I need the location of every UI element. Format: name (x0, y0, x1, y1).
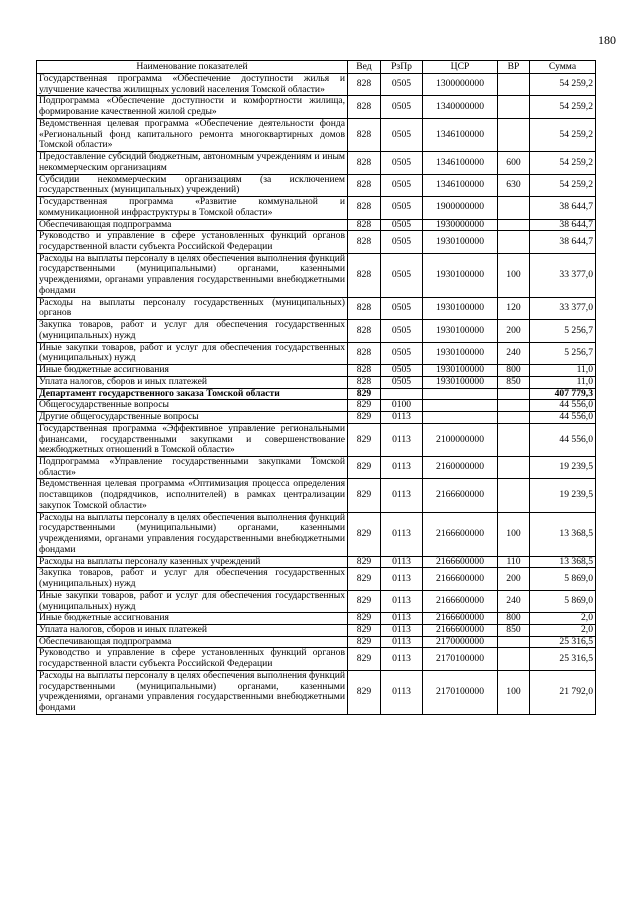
row-csr: 1930100000 (423, 342, 498, 364)
row-rzpr: 0113 (381, 648, 423, 670)
row-csr: 1930100000 (423, 253, 498, 297)
row-name: Другие общегосударственные вопросы (37, 412, 348, 424)
row-rzpr: 0505 (381, 320, 423, 342)
row-sum: 44 556,0 (530, 400, 596, 412)
table-body (37, 74, 596, 715)
row-csr: 2166600000 (423, 624, 498, 636)
row-rzpr: 0505 (381, 174, 423, 196)
row-ved: 828 (348, 74, 381, 96)
row-ved: 829 (348, 388, 381, 400)
header-ved: Вед (348, 61, 381, 74)
row-vr (498, 479, 530, 512)
row-name: Расходы на выплаты персоналу в целях обеспечения выполнения функций государственными (муниципальными) органами, казенными учреждениями, органами управления государственными внебюджетными фондами (37, 670, 348, 714)
row-sum: 19 239,5 (530, 456, 596, 478)
table-row (37, 423, 596, 456)
row-name: Расходы на выплаты персоналу казенных учреждений (37, 556, 348, 568)
row-sum: 54 259,2 (530, 118, 596, 151)
row-ved: 829 (348, 636, 381, 648)
table-row (37, 365, 596, 377)
row-name: Иные бюджетные ассигнования (37, 613, 348, 625)
row-rzpr: 0113 (381, 590, 423, 612)
row-rzpr: 0113 (381, 556, 423, 568)
table-row (37, 648, 596, 670)
row-sum: 19 239,5 (530, 479, 596, 512)
row-name: Предоставление субсидий бюджетным, автономным учреждениям и иным некоммерческим организациям (37, 152, 348, 174)
row-csr: 1930000000 (423, 219, 498, 231)
table-row (37, 219, 596, 231)
row-csr: 1930100000 (423, 297, 498, 319)
row-vr: 630 (498, 174, 530, 196)
row-sum: 21 792,0 (530, 670, 596, 714)
row-vr: 240 (498, 590, 530, 612)
row-csr (423, 388, 498, 400)
row-name: Обеспечивающая подпрограмма (37, 219, 348, 231)
table-row (37, 376, 596, 388)
row-name: Ведомственная целевая программа «Обеспечение деятельности фонда «Региональный фонд капитального ремонта многоквартирных домов Томской области» (37, 118, 348, 151)
row-csr: 1346100000 (423, 152, 498, 174)
row-rzpr: 0505 (381, 253, 423, 297)
row-name: Подпрограмма «Управление государственными закупками Томской области» (37, 456, 348, 478)
row-rzpr: 0505 (381, 376, 423, 388)
row-name: Иные закупки товаров, работ и услуг для обеспечения государственных (муниципальных) нужд (37, 590, 348, 612)
row-sum: 2,0 (530, 613, 596, 625)
row-ved: 829 (348, 479, 381, 512)
row-sum: 38 644,7 (530, 231, 596, 253)
row-ved: 829 (348, 512, 381, 556)
row-rzpr (381, 388, 423, 400)
row-ved: 829 (348, 400, 381, 412)
row-csr: 1930100000 (423, 320, 498, 342)
row-name: Департамент государственного заказа Томской области (37, 388, 348, 400)
table-row (37, 590, 596, 612)
row-name: Иные бюджетные ассигнования (37, 365, 348, 377)
row-csr: 2166600000 (423, 613, 498, 625)
row-vr (498, 96, 530, 118)
row-name: Уплата налогов, сборов и иных платежей (37, 624, 348, 636)
row-sum: 13 368,5 (530, 512, 596, 556)
row-name: Государственная программа «Развитие коммунальной и коммуникационной инфраструктуры в Томской области» (37, 197, 348, 219)
row-vr (498, 648, 530, 670)
row-rzpr: 0505 (381, 118, 423, 151)
row-rzpr: 0113 (381, 412, 423, 424)
row-csr: 1346100000 (423, 118, 498, 151)
row-sum: 54 259,2 (530, 74, 596, 96)
table-row (37, 253, 596, 297)
row-rzpr: 0113 (381, 423, 423, 456)
row-rzpr: 0505 (381, 342, 423, 364)
row-vr (498, 412, 530, 424)
row-ved: 829 (348, 456, 381, 478)
row-sum: 38 644,7 (530, 219, 596, 231)
row-vr (498, 636, 530, 648)
row-csr: 2166600000 (423, 568, 498, 590)
row-ved: 829 (348, 423, 381, 456)
row-csr: 2166600000 (423, 590, 498, 612)
row-vr (498, 219, 530, 231)
row-rzpr: 0100 (381, 400, 423, 412)
row-csr: 2166600000 (423, 512, 498, 556)
row-name: Государственная программа «Эффективное управление региональными финансами, государственными закупками и совершенствование межбюджетных отношений в Томской области» (37, 423, 348, 456)
header-csr: ЦСР (423, 61, 498, 74)
row-sum: 54 259,2 (530, 152, 596, 174)
row-csr: 2100000000 (423, 423, 498, 456)
row-rzpr: 0505 (381, 74, 423, 96)
row-name: Руководство и управление в сфере установленных функций органов государственной власти субъекта Российской Федерации (37, 648, 348, 670)
row-csr: 1930100000 (423, 376, 498, 388)
row-name: Субсидии некоммерческим организациям (за исключением государственных (муниципальных) учреждений) (37, 174, 348, 196)
row-rzpr: 0113 (381, 670, 423, 714)
row-sum: 407 779,3 (530, 388, 596, 400)
row-vr (498, 118, 530, 151)
row-ved: 828 (348, 96, 381, 118)
row-csr: 2166600000 (423, 556, 498, 568)
row-rzpr: 0113 (381, 456, 423, 478)
row-sum: 54 259,2 (530, 96, 596, 118)
row-ved: 829 (348, 568, 381, 590)
table-row (37, 342, 596, 364)
row-rzpr: 0505 (381, 219, 423, 231)
row-ved: 829 (348, 556, 381, 568)
row-ved: 828 (348, 297, 381, 319)
row-sum: 54 259,2 (530, 174, 596, 196)
row-name: Государственная программа «Обеспечение доступности жилья и улучшение качества жилищных условий населения Томской области» (37, 74, 348, 96)
row-ved: 828 (348, 197, 381, 219)
row-name: Расходы на выплаты персоналу государственных (муниципальных) органов (37, 297, 348, 319)
row-ved: 829 (348, 648, 381, 670)
row-rzpr: 0113 (381, 636, 423, 648)
row-ved: 829 (348, 590, 381, 612)
row-csr: 1346100000 (423, 174, 498, 196)
row-ved: 829 (348, 613, 381, 625)
table-row (37, 556, 596, 568)
row-name: Обеспечивающая подпрограмма (37, 636, 348, 648)
table-header-row (37, 61, 596, 74)
row-vr (498, 400, 530, 412)
row-csr: 2166600000 (423, 479, 498, 512)
table-row (37, 320, 596, 342)
row-csr: 2170100000 (423, 670, 498, 714)
table-row (37, 568, 596, 590)
table-row (37, 512, 596, 556)
table-row (37, 388, 596, 400)
row-sum: 33 377,0 (530, 253, 596, 297)
row-sum: 5 869,0 (530, 568, 596, 590)
row-ved: 828 (348, 320, 381, 342)
row-csr: 2170000000 (423, 636, 498, 648)
row-csr: 2160000000 (423, 456, 498, 478)
page-number: 180 (598, 33, 616, 47)
table-header (37, 61, 596, 74)
row-csr (423, 412, 498, 424)
row-rzpr: 0113 (381, 568, 423, 590)
row-csr: 1930100000 (423, 365, 498, 377)
row-rzpr: 0505 (381, 96, 423, 118)
table-row (37, 479, 596, 512)
row-ved: 828 (348, 365, 381, 377)
row-vr: 110 (498, 556, 530, 568)
row-name: Уплата налогов, сборов и иных платежей (37, 376, 348, 388)
row-rzpr: 0505 (381, 297, 423, 319)
row-ved: 828 (348, 342, 381, 364)
header-name: Наименование показателей (37, 61, 348, 74)
row-sum: 2,0 (530, 624, 596, 636)
table-row (37, 670, 596, 714)
row-name: Закупка товаров, работ и услуг для обеспечения государственных (муниципальных) нужд (37, 320, 348, 342)
row-vr: 600 (498, 152, 530, 174)
row-ved: 829 (348, 624, 381, 636)
row-sum: 5 869,0 (530, 590, 596, 612)
row-csr: 1300000000 (423, 74, 498, 96)
row-vr: 850 (498, 376, 530, 388)
row-sum: 5 256,7 (530, 320, 596, 342)
row-sum: 44 556,0 (530, 423, 596, 456)
row-vr: 800 (498, 613, 530, 625)
table-row (37, 400, 596, 412)
table-row (37, 613, 596, 625)
row-csr: 1930100000 (423, 231, 498, 253)
row-rzpr: 0113 (381, 479, 423, 512)
row-sum: 11,0 (530, 376, 596, 388)
row-ved: 828 (348, 152, 381, 174)
row-vr (498, 388, 530, 400)
row-sum: 5 256,7 (530, 342, 596, 364)
row-name: Расходы на выплаты персоналу в целях обеспечения выполнения функций государственными (муниципальными) органами, казенными учреждениями, органами управления государственными внебюджетными фондами (37, 253, 348, 297)
header-rzpr: РзПр (381, 61, 423, 74)
row-name: Общегосударственные вопросы (37, 400, 348, 412)
row-rzpr: 0113 (381, 624, 423, 636)
row-sum: 38 644,7 (530, 197, 596, 219)
budget-table (36, 60, 596, 715)
row-rzpr: 0113 (381, 512, 423, 556)
row-sum: 25 316,5 (530, 648, 596, 670)
table-row (37, 74, 596, 96)
row-vr (498, 423, 530, 456)
row-ved: 828 (348, 376, 381, 388)
table-row (37, 152, 596, 174)
row-name: Ведомственная целевая программа «Оптимизация процесса определения поставщиков (подрядчиков, исполнителей) в рамках централизации закупок Томской области» (37, 479, 348, 512)
table-row (37, 197, 596, 219)
row-vr (498, 197, 530, 219)
row-csr (423, 400, 498, 412)
row-sum: 13 368,5 (530, 556, 596, 568)
row-ved: 829 (348, 670, 381, 714)
row-sum: 11,0 (530, 365, 596, 377)
header-vr: ВР (498, 61, 530, 74)
table-row (37, 636, 596, 648)
row-csr: 1340000000 (423, 96, 498, 118)
table-row (37, 231, 596, 253)
row-vr: 200 (498, 568, 530, 590)
table-row (37, 96, 596, 118)
table-row (37, 624, 596, 636)
table-row (37, 456, 596, 478)
row-vr: 120 (498, 297, 530, 319)
row-vr: 240 (498, 342, 530, 364)
row-name: Расходы на выплаты персоналу в целях обеспечения выполнения функций государственными (муниципальными) органами, казенными учреждениями, органами управления государственными внебюджетными фондами (37, 512, 348, 556)
row-vr: 850 (498, 624, 530, 636)
table-row (37, 118, 596, 151)
row-vr: 100 (498, 253, 530, 297)
row-vr: 200 (498, 320, 530, 342)
row-vr (498, 456, 530, 478)
row-ved: 828 (348, 231, 381, 253)
row-rzpr: 0113 (381, 613, 423, 625)
row-csr: 2170100000 (423, 648, 498, 670)
row-vr (498, 231, 530, 253)
row-ved: 828 (348, 253, 381, 297)
row-sum: 25 316,5 (530, 636, 596, 648)
row-rzpr: 0505 (381, 152, 423, 174)
row-name: Иные закупки товаров, работ и услуг для обеспечения государственных (муниципальных) нужд (37, 342, 348, 364)
row-name: Руководство и управление в сфере установленных функций органов государственной власти субъекта Российской Федерации (37, 231, 348, 253)
row-rzpr: 0505 (381, 197, 423, 219)
header-sum: Сумма (530, 61, 596, 74)
table-row (37, 412, 596, 424)
row-ved: 829 (348, 412, 381, 424)
row-rzpr: 0505 (381, 365, 423, 377)
row-name: Закупка товаров, работ и услуг для обеспечения государственных (муниципальных) нужд (37, 568, 348, 590)
row-sum: 44 556,0 (530, 412, 596, 424)
row-vr (498, 74, 530, 96)
table-row (37, 174, 596, 196)
row-ved: 828 (348, 118, 381, 151)
table-row (37, 297, 596, 319)
row-ved: 828 (348, 219, 381, 231)
row-vr: 800 (498, 365, 530, 377)
row-vr: 100 (498, 512, 530, 556)
row-csr: 1900000000 (423, 197, 498, 219)
row-name: Подпрограмма «Обеспечение доступности и комфортности жилища, формирование качественной жилой среды» (37, 96, 348, 118)
row-sum: 33 377,0 (530, 297, 596, 319)
row-vr: 100 (498, 670, 530, 714)
row-ved: 828 (348, 174, 381, 196)
row-rzpr: 0505 (381, 231, 423, 253)
